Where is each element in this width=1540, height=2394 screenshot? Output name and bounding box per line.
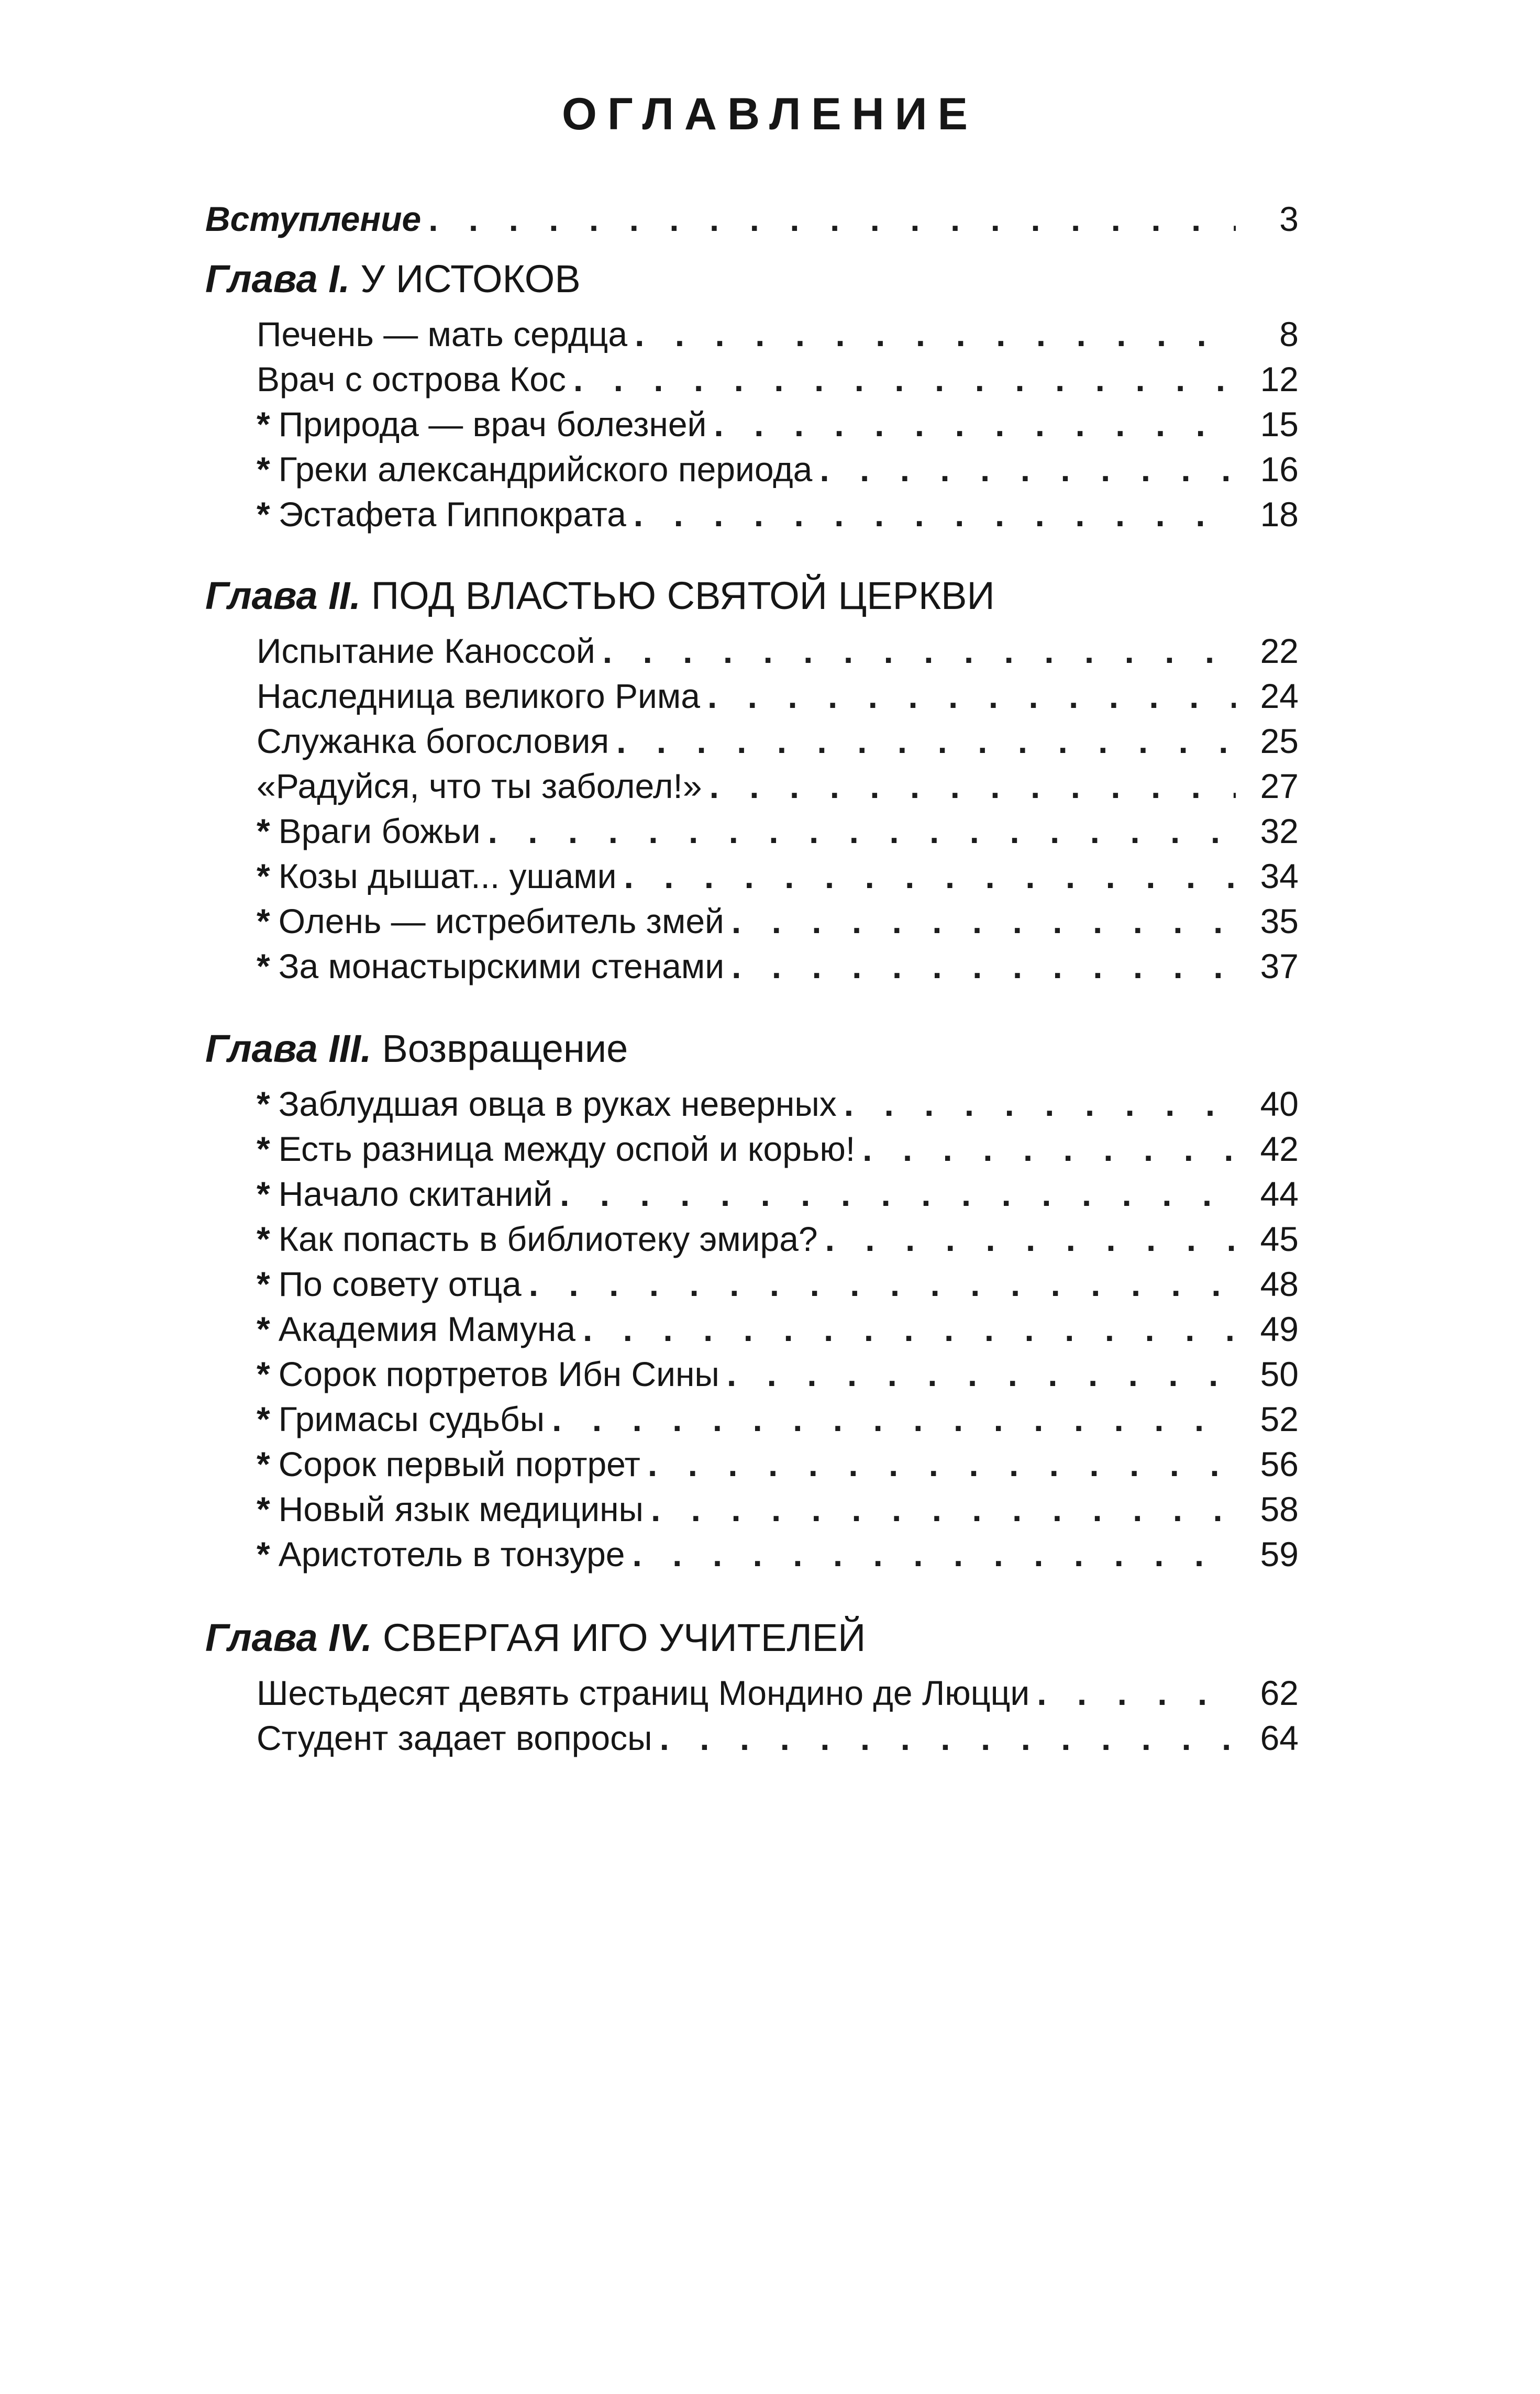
toc-entry	[257, 1261, 1299, 1306]
page-number: 62	[1260, 1673, 1299, 1712]
page-number: 64	[1260, 1719, 1299, 1757]
star-marker: *	[257, 947, 270, 985]
page-number: 27	[1260, 767, 1299, 805]
toc-entry	[257, 1171, 1299, 1216]
page-number: 45	[1260, 1220, 1299, 1258]
page-number: 50	[1260, 1355, 1299, 1393]
dot-leader	[825, 1216, 1236, 1261]
page-number: 37	[1260, 947, 1299, 985]
entry-label: Есть разница между оспой и корью!	[278, 1129, 856, 1168]
entry-label: Испытание Каноссой	[257, 631, 595, 670]
chapter-heading	[205, 571, 1299, 621]
page-number: 22	[1260, 631, 1299, 670]
toc-entry-intro	[205, 196, 1299, 241]
chapter-title: СВЕРГАЯ ИГО УЧИТЕЛЕЙ	[382, 1616, 866, 1659]
chapter-number: Глава IV.	[205, 1616, 372, 1659]
entry-label: Враги божьи	[278, 812, 481, 850]
dot-leader	[529, 1261, 1236, 1306]
star-marker: *	[257, 1490, 270, 1528]
page-number: 52	[1260, 1400, 1299, 1438]
entry-label: Аристотель в тонзуре	[278, 1535, 625, 1573]
toc-entry	[257, 718, 1299, 763]
star-marker: *	[257, 857, 270, 895]
page-number: 25	[1260, 722, 1299, 760]
star-marker: *	[257, 1535, 270, 1573]
page-number: 42	[1260, 1129, 1299, 1168]
toc-entry	[257, 312, 1299, 357]
dot-leader	[624, 854, 1236, 899]
entry-label: Наследница великого Рима	[257, 677, 700, 715]
dot-leader	[552, 1396, 1236, 1442]
page-number: 24	[1260, 677, 1299, 715]
dot-leader	[732, 899, 1236, 944]
toc-entry	[257, 1351, 1299, 1396]
toc-entry	[257, 854, 1299, 899]
toc-entry	[257, 628, 1299, 673]
chapter-heading	[205, 1613, 1299, 1663]
star-marker: *	[257, 1355, 270, 1393]
page-number: 56	[1260, 1445, 1299, 1483]
dot-leader	[732, 944, 1236, 989]
star-marker: *	[257, 1445, 270, 1483]
entry-label: Служанка богословия	[257, 722, 610, 760]
dot-leader	[710, 763, 1236, 808]
chapter-number: Глава III.	[205, 1027, 372, 1070]
entry-label: По совету отца	[278, 1265, 522, 1303]
entry-label: Природа — врач болезней	[278, 405, 707, 444]
star-marker: *	[257, 1310, 270, 1348]
page-number: 49	[1260, 1310, 1299, 1348]
toc-entry	[257, 492, 1299, 537]
entry-label: Греки александрийского периода	[278, 450, 813, 489]
chapter-number: Глава I.	[205, 257, 350, 301]
dot-leader	[648, 1442, 1236, 1487]
dot-leader	[635, 312, 1236, 357]
entry-label: «Радуйся, что ты заболел!»	[257, 767, 702, 805]
star-marker: *	[257, 405, 270, 444]
page-number: 59	[1260, 1535, 1299, 1573]
page-number: 16	[1260, 450, 1299, 489]
entry-label: Эстафета Гиппократа	[278, 495, 626, 534]
dot-leader	[488, 808, 1236, 854]
dot-leader	[819, 447, 1236, 492]
toc-entry	[257, 1442, 1299, 1487]
entry-label: Как попасть в библиотеку эмира?	[278, 1220, 818, 1258]
toc-entry	[257, 447, 1299, 492]
toc-entry	[257, 899, 1299, 944]
entry-label: Врач с острова Кос	[257, 360, 566, 398]
star-marker: *	[257, 450, 270, 489]
page-number: 8	[1279, 315, 1299, 353]
toc-entry	[257, 1715, 1299, 1760]
toc-entry	[257, 402, 1299, 447]
toc-entry	[257, 944, 1299, 989]
star-marker: *	[257, 1220, 270, 1258]
star-marker: *	[257, 902, 270, 940]
entry-label: Студент задает вопросы	[257, 1719, 652, 1757]
star-marker: *	[257, 1400, 270, 1438]
entry-label: Шестьдесят девять страниц Мондино де Люцци	[257, 1673, 1030, 1712]
star-marker: *	[257, 495, 270, 534]
dot-leader	[727, 1351, 1236, 1396]
dot-leader	[862, 1126, 1236, 1171]
dot-leader	[633, 1532, 1236, 1577]
entry-label: За монастырскими стенами	[278, 947, 725, 985]
page-number: 34	[1260, 857, 1299, 895]
dot-leader	[634, 492, 1236, 537]
page-number: 40	[1260, 1084, 1299, 1123]
toc-entry	[257, 1396, 1299, 1442]
chapter-title: Возвращение	[382, 1027, 628, 1070]
dot-leader	[660, 1715, 1236, 1760]
dot-leader	[583, 1306, 1236, 1351]
dot-leader	[616, 718, 1236, 763]
toc-entry	[257, 357, 1299, 402]
dot-leader	[844, 1081, 1236, 1126]
toc-entry	[257, 1306, 1299, 1351]
page-number: 58	[1260, 1490, 1299, 1528]
page-number: 12	[1260, 360, 1299, 398]
entry-label: Вступление	[205, 199, 422, 238]
page-title: ОГЛАВЛЕНИЕ	[562, 89, 978, 139]
dot-leader	[573, 357, 1236, 402]
page-number: 15	[1260, 405, 1299, 444]
entry-label: Гримасы судьбы	[278, 1400, 545, 1438]
entry-label: Печень — мать сердца	[257, 315, 628, 353]
toc-entry	[257, 808, 1299, 854]
toc-entry	[257, 1487, 1299, 1532]
star-marker: *	[257, 1129, 270, 1168]
dot-leader	[1037, 1670, 1236, 1715]
dot-leader	[707, 673, 1236, 718]
toc-entry	[257, 1216, 1299, 1261]
dot-leader	[603, 628, 1236, 673]
entry-label: Новый язык медицины	[278, 1490, 644, 1528]
entry-label: Козы дышат... ушами	[278, 857, 617, 895]
toc-entry	[257, 1081, 1299, 1126]
star-marker: *	[257, 1084, 270, 1123]
chapter-heading	[205, 1024, 1299, 1074]
chapter-number: Глава II.	[205, 574, 361, 617]
entry-label: Начало скитаний	[278, 1174, 553, 1213]
entry-label: Олень — истребитель змей	[278, 902, 724, 940]
dot-leader	[714, 402, 1236, 447]
star-marker: *	[257, 1265, 270, 1303]
dot-leader	[428, 196, 1236, 241]
chapter-heading	[205, 254, 1299, 304]
entry-label: Сорок портретов Ибн Сины	[278, 1355, 719, 1393]
dot-leader	[651, 1487, 1236, 1532]
page-number: 3	[1279, 199, 1299, 238]
page-number: 18	[1260, 495, 1299, 534]
page-number: 35	[1260, 902, 1299, 940]
star-marker: *	[257, 812, 270, 850]
page-number: 32	[1260, 812, 1299, 850]
toc-entry	[257, 1126, 1299, 1171]
page-number: 44	[1260, 1174, 1299, 1213]
page-number: 48	[1260, 1265, 1299, 1303]
star-marker: *	[257, 1174, 270, 1213]
entry-label: Заблудшая овца в руках неверных	[278, 1084, 837, 1123]
chapter-title: ПОД ВЛАСТЬЮ СВЯТОЙ ЦЕРКВИ	[371, 574, 995, 617]
toc-entry	[257, 1670, 1299, 1715]
entry-label: Сорок первый портрет	[278, 1445, 640, 1483]
toc-entry	[257, 1532, 1299, 1577]
toc-entry	[257, 673, 1299, 718]
dot-leader	[560, 1171, 1236, 1216]
chapter-title: У ИСТОКОВ	[360, 257, 581, 301]
entry-label: Академия Мамуна	[278, 1310, 575, 1348]
toc-entry	[257, 763, 1299, 808]
